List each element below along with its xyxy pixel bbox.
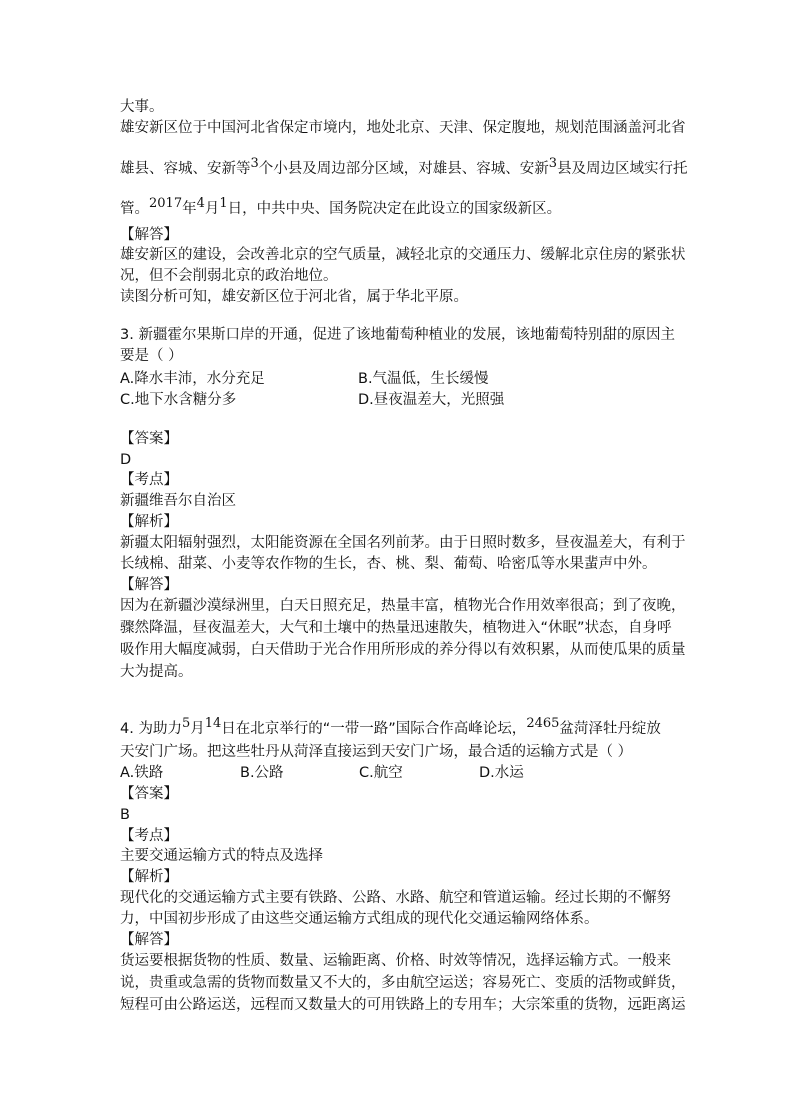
- q4-point: 主要交通运输方式的特点及选择: [120, 848, 323, 864]
- q4-solve-heading: 【解答】: [120, 932, 178, 948]
- intro-line-1: 大事。: [120, 99, 164, 115]
- q4-option-d: D.水运: [479, 765, 524, 781]
- q4-point-heading: 【考点】: [120, 828, 178, 844]
- q4-answer: B: [120, 807, 130, 823]
- intro-solve-line-2: 况，但不会削弱北京的政治地位。: [120, 268, 338, 284]
- q3-point-heading: 【考点】: [120, 472, 178, 488]
- q4-answer-heading: 【答案】: [120, 786, 178, 802]
- q4-stem-line-1: 4. 为助力5月14日在北京举行的“一带一路”国际合作高峰论坛，2465盆菏泽牡丹绽放: [120, 716, 661, 737]
- intro-line-3: 雄县、容城、安新等3个小县及周边部分区域，对雄县、容城、安新3县及周边区域实行托: [120, 156, 688, 177]
- q3-answer-heading: 【答案】: [120, 431, 178, 447]
- q4-option-a: A.铁路: [120, 765, 164, 781]
- q3-point: 新疆维吾尔自治区: [120, 493, 236, 509]
- q3-option-a: A.降水丰沛，水分充足: [120, 371, 265, 387]
- intro-solve-line-3: 读图分析可知，雄安新区位于河北省，属于华北平原。: [120, 289, 468, 305]
- intro-solve-line-1: 雄安新区的建设，会改善北京的空气质量，减轻北京的交通压力、缓解北京住房的紧张状: [120, 247, 686, 263]
- q3-solve-heading: 【解答】: [120, 577, 178, 593]
- q3-option-b: B.气温低，生长缓慢: [358, 371, 489, 387]
- intro-line-2: 雄安新区位于中国河北省保定市境内，地处北京、天津、保定腹地，规划范围涵盖河北省: [120, 120, 686, 136]
- q3-solve-line-2: 骤然降温，昼夜温差大，大气和土壤中的热量迅速散失，植物进入“休眠”状态，自身呼: [120, 620, 672, 636]
- q3-analysis-line-2: 长绒棉、甜菜、小麦等农作物的生长，杏、桃、梨、葡萄、哈密瓜等水果蜚声中外。: [120, 556, 657, 572]
- q4-stem-line-2: 天安门广场。把这些牡丹从菏泽直接运到天安门广场，最合适的运输方式是（ ）: [120, 744, 633, 760]
- q3-solve-line-4: 大为提高。: [120, 664, 193, 680]
- q3-analysis-heading: 【解析】: [120, 514, 178, 530]
- q4-option-b: B.公路: [240, 765, 284, 781]
- q3-stem-line-2: 要是（ ）: [120, 348, 183, 364]
- q3-solve-line-3: 吸作用大幅度减弱，白天借助于光合作用所形成的养分得以有效积累，从而使瓜果的质量: [120, 642, 686, 658]
- q4-solve-line-2: 说，贵重或急需的货物而数量又不大的，多由航空运送；容易死亡、变质的活物或鲜货，: [120, 975, 686, 991]
- q4-solve-line-1: 货运要根据货物的性质、数量、运输距离、价格、时效等情况，选择运输方式。一般来: [120, 953, 671, 969]
- q4-analysis-heading: 【解析】: [120, 869, 178, 885]
- q4-analysis-line-2: 力，中国初步形成了由这些交通运输方式组成的现代化交通运输网络体系。: [120, 911, 599, 927]
- q4-solve-line-3: 短程可由公路运送，远程而又数量大的可用铁路上的专用车；大宗笨重的货物，远距离运: [120, 997, 686, 1013]
- q4-option-c: C.航空: [359, 765, 403, 781]
- q3-answer: D: [120, 452, 132, 468]
- q3-solve-line-1: 因为在新疆沙漠绿洲里，白天日照充足，热量丰富，植物光合作用效率很高；到了夜晚，: [120, 598, 686, 614]
- intro-solve-heading: 【解答】: [120, 227, 178, 243]
- q4-analysis-line-1: 现代化的交通运输方式主要有铁路、公路、水路、航空和管道运输。经过长期的不懈努: [120, 890, 671, 906]
- q3-stem-line-1: 3. 新疆霍尔果斯口岸的开通，促进了该地葡萄种植业的发展，该地葡萄特别甜的原因主: [120, 327, 675, 343]
- q3-analysis-line-1: 新疆太阳辐射强烈，太阳能资源在全国名列前茅。由于日照时数多，昼夜温差大，有利于: [120, 535, 686, 551]
- q3-option-c: C.地下水含糖分多: [120, 392, 237, 408]
- intro-line-4: 管。2017年4月1日，中共中央、国务院决定在此设立的国家级新区。: [120, 196, 562, 217]
- q3-option-d: D.昼夜温差大，光照强: [358, 392, 505, 408]
